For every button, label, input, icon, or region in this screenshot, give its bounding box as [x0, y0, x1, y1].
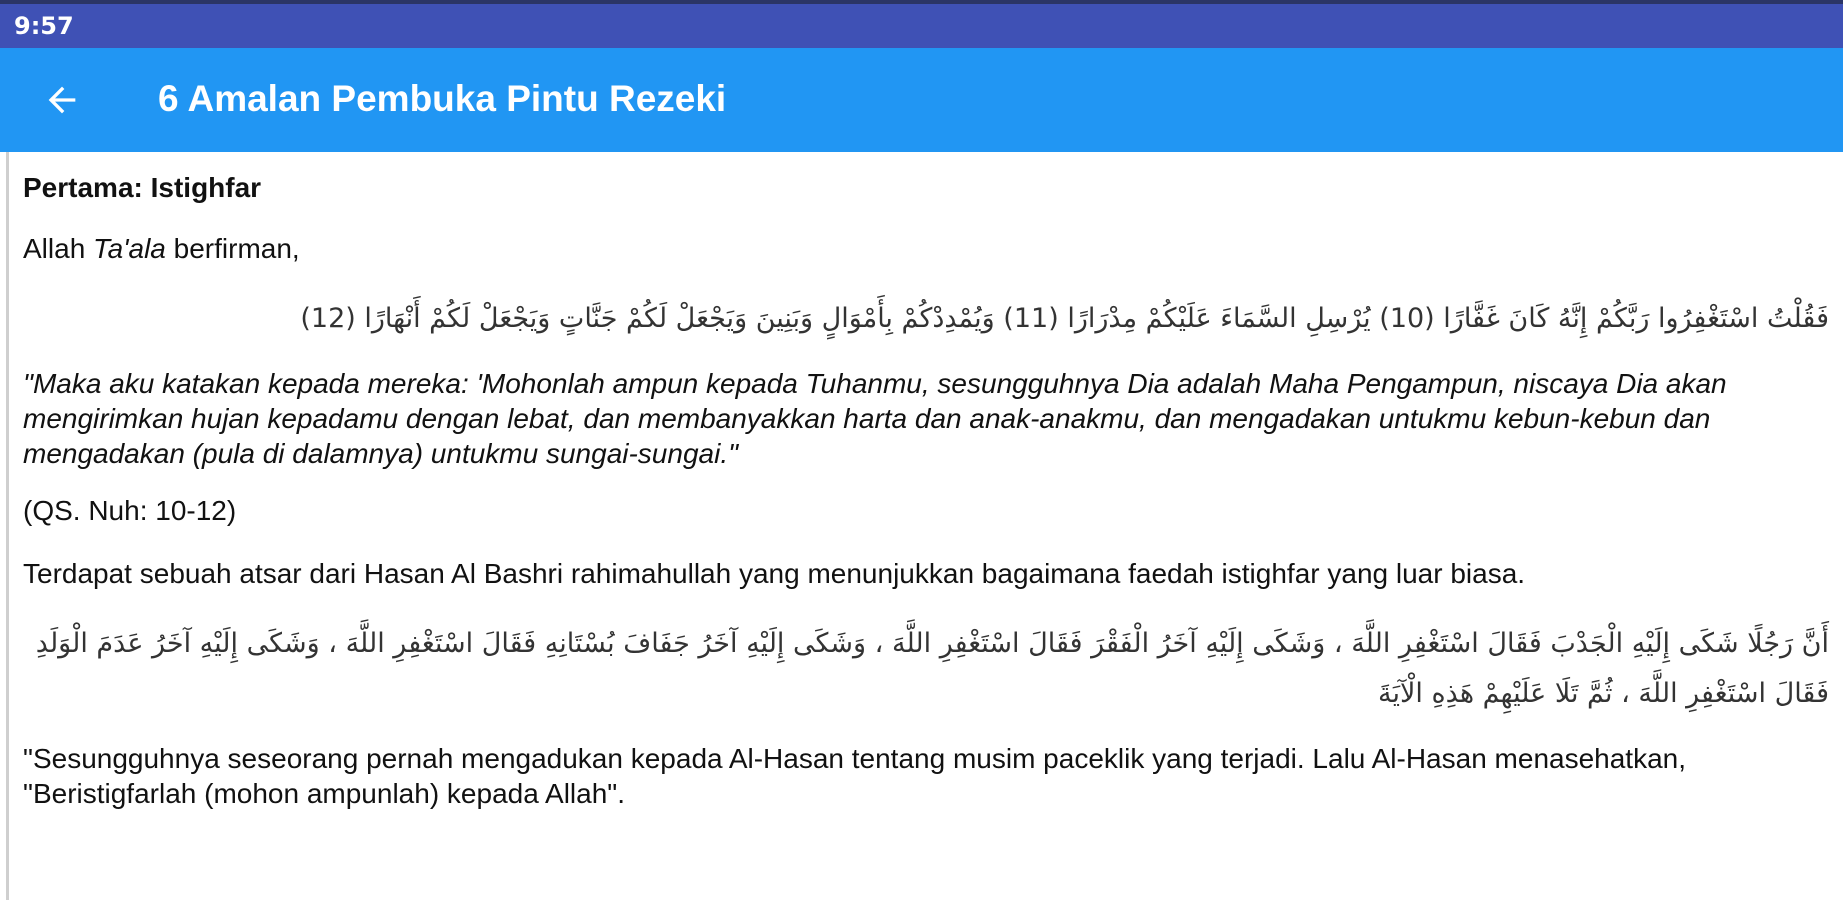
article-body [9, 152, 1843, 811]
page-title: 6 Amalan Pembuka Pintu Rezeki [158, 78, 727, 119]
verse-translation: "Maka aku katakan kepada mereka: 'Mohonlah ampun kepada Tuhanmu, sesungguhnya Dia adalah Maha Pengampun, niscaya Dia akan mengirimkan hujan kepadamu dengan lebat, dan membanyakkan harta dan anak-anakmu, dan mengadakan untukmu kebun-kebun dan mengadakan (pula di dalamnya) untukmu sungai-sungai." [23, 368, 1727, 469]
app-bar [0, 48, 1843, 152]
arrow-left-icon [42, 80, 82, 120]
status-time: 9:57 [14, 12, 74, 40]
article-content[interactable] [6, 152, 1843, 900]
arabic-atsar: أَنَّ رَجُلًا شَكَى إِلَيْهِ الْجَدْبَ فَقَالَ اسْتَغْفِرِ اللَّهَ ، وَشَكَى إِلَيْهِ آخَرُ الْفَقْرَ فَقَالَ اسْتَغْفِرِ اللَّهَ ، وَشَكَى إِلَيْهِ آخَرُ جَفَافَ بُسْتَانِهِ فَقَالَ اسْتَغْفِرِ اللَّهَ ، وَشَكَى إِلَيْهِ آخَرُ عَدَمَ الْوَلَدِ فَقَالَ اسْتَغْفِرِ اللَّهَ ، ثُمَّ تَلَا عَلَيْهِمْ هَذِهِ الْآيَةَ [35, 628, 1829, 709]
section-heading: Pertama: Istighfar [23, 172, 262, 203]
status-bar [0, 0, 1843, 48]
atsar-translation: "Sesungguhnya seseorang pernah mengadukan kepada Al-Hasan tentang musim paceklik yang terjadi. Lalu Al-Hasan menasehatkan, "Beristigfarlah (mohon ampunlah) kepada Allah". [23, 743, 1687, 809]
intro-prefix: Allah [23, 233, 94, 264]
back-button[interactable] [24, 68, 100, 132]
verse-reference: (QS. Nuh: 10-12) [23, 495, 237, 526]
atsar-intro: Terdapat sebuah atsar dari Hasan Al Bashri rahimahullah yang menunjukkan bagaimana faedah istighfar yang luar biasa. [23, 558, 1526, 589]
intro-suffix: berfirman, [165, 233, 300, 264]
arabic-verse: فَقُلْتُ اسْتَغْفِرُوا رَبَّكُمْ إِنَّهُ كَانَ غَفَّارًا (10) يُرْسِلِ السَّمَاءَ عَلَيْكُمْ مِدْرَارًا (11) وَيُمْدِدْكُمْ بِأَمْوَالٍ وَبَنِينَ وَيَجْعَلْ لَكُمْ جَنَّاتٍ وَيَجْعَلْ لَكُمْ أَنْهَارًا (12) [300, 303, 1829, 334]
intro-italic: Ta'ala [93, 233, 166, 264]
intro-paragraph [23, 231, 1829, 266]
